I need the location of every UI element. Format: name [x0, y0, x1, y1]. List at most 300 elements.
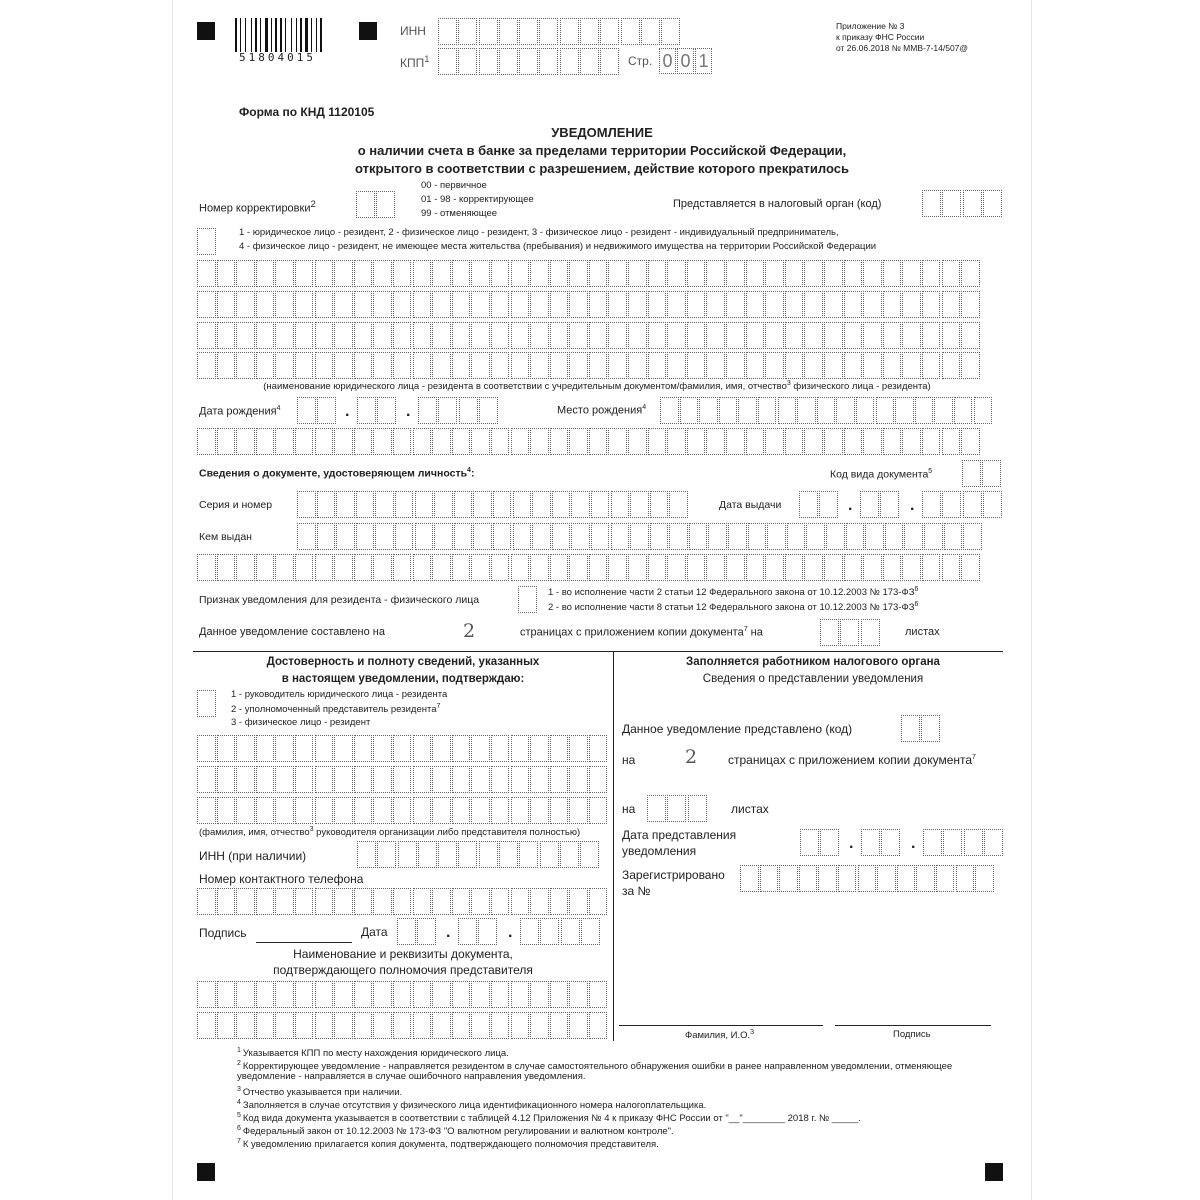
input-cell[interactable] — [236, 981, 255, 1008]
input-cell[interactable] — [915, 397, 934, 424]
input-cell[interactable] — [726, 260, 745, 287]
input-cell[interactable] — [856, 397, 875, 424]
input-cell[interactable] — [236, 888, 255, 915]
input-cell[interactable] — [608, 554, 627, 581]
input-cell[interactable] — [844, 554, 863, 581]
input-cell[interactable] — [256, 291, 275, 318]
input-cell[interactable] — [491, 766, 510, 793]
input-cell[interactable] — [719, 397, 738, 424]
input-cell[interactable] — [334, 735, 353, 762]
input-cell[interactable] — [297, 523, 316, 550]
input-cell[interactable] — [669, 491, 688, 518]
resident-name-row-2[interactable] — [197, 291, 981, 318]
input-cell[interactable] — [530, 797, 549, 824]
input-cell[interactable] — [902, 291, 921, 318]
input-cell[interactable] — [667, 322, 686, 349]
input-cell[interactable] — [650, 523, 669, 550]
input-cell[interactable] — [895, 397, 914, 424]
input-cell[interactable] — [942, 260, 961, 287]
input-cell[interactable] — [432, 1012, 451, 1039]
input-cell[interactable] — [589, 797, 608, 824]
input-cell[interactable] — [275, 766, 294, 793]
input-cell[interactable] — [550, 888, 569, 915]
input-cell[interactable] — [824, 291, 843, 318]
input-cell[interactable] — [824, 554, 843, 581]
input-cell[interactable] — [569, 981, 588, 1008]
input-cell[interactable] — [432, 322, 451, 349]
input-cell[interactable] — [479, 397, 498, 424]
issue-month-input[interactable] — [860, 491, 901, 518]
input-cell[interactable] — [415, 491, 434, 518]
input-cell[interactable] — [630, 491, 649, 518]
input-cell[interactable] — [452, 981, 471, 1008]
input-cell[interactable] — [275, 352, 294, 379]
input-cell[interactable] — [357, 841, 376, 868]
input-cell[interactable] — [256, 352, 275, 379]
input-cell[interactable] — [373, 428, 392, 455]
authority-doc-row-2[interactable] — [197, 1012, 608, 1039]
input-cell[interactable] — [819, 491, 838, 518]
input-cell[interactable] — [432, 291, 451, 318]
input-cell[interactable] — [334, 322, 353, 349]
input-cell[interactable] — [580, 18, 599, 45]
input-cell[interactable] — [904, 523, 923, 550]
input-cell[interactable] — [413, 797, 432, 824]
input-cell[interactable] — [804, 322, 823, 349]
input-cell[interactable] — [256, 981, 275, 1008]
input-cell[interactable] — [569, 428, 588, 455]
input-cell[interactable] — [540, 918, 559, 945]
input-cell[interactable] — [860, 491, 879, 518]
input-cell[interactable] — [315, 735, 334, 762]
input-cell[interactable] — [758, 397, 777, 424]
input-cell[interactable] — [699, 397, 718, 424]
input-cell[interactable] — [471, 260, 490, 287]
input-cell[interactable] — [530, 291, 549, 318]
input-cell[interactable] — [902, 322, 921, 349]
input-cell[interactable] — [511, 291, 530, 318]
input-cell[interactable] — [800, 829, 819, 856]
input-cell[interactable] — [589, 554, 608, 581]
input-cell[interactable] — [660, 397, 679, 424]
input-cell[interactable] — [880, 491, 899, 518]
input-cell[interactable] — [982, 460, 1001, 487]
input-cell[interactable] — [844, 428, 863, 455]
input-cell[interactable] — [580, 48, 599, 75]
input-cell[interactable] — [785, 322, 804, 349]
input-cell[interactable] — [354, 766, 373, 793]
input-cell[interactable] — [630, 523, 649, 550]
input-cell[interactable] — [876, 397, 895, 424]
input-cell[interactable] — [491, 428, 510, 455]
input-cell[interactable] — [552, 491, 571, 518]
input-cell[interactable] — [669, 523, 688, 550]
input-cell[interactable] — [297, 397, 316, 424]
input-cell[interactable] — [922, 491, 941, 518]
input-cell[interactable] — [432, 260, 451, 287]
input-cell[interactable] — [452, 1012, 471, 1039]
input-cell[interactable] — [550, 322, 569, 349]
input-cell[interactable] — [275, 554, 294, 581]
sign-month-input[interactable] — [458, 918, 499, 945]
input-cell[interactable] — [471, 735, 490, 762]
input-cell[interactable] — [499, 48, 518, 75]
input-cell[interactable] — [511, 766, 530, 793]
input-cell[interactable] — [295, 1012, 314, 1039]
input-cell[interactable] — [413, 291, 432, 318]
input-cell[interactable] — [295, 291, 314, 318]
input-cell[interactable] — [197, 352, 216, 379]
input-cell[interactable] — [377, 397, 396, 424]
input-cell[interactable] — [687, 554, 706, 581]
input-cell[interactable] — [336, 523, 355, 550]
input-cell[interactable] — [458, 48, 477, 75]
input-cell[interactable] — [863, 428, 882, 455]
input-cell[interactable] — [824, 428, 843, 455]
input-cell[interactable] — [936, 865, 955, 892]
input-cell[interactable] — [256, 766, 275, 793]
input-cell[interactable] — [560, 18, 579, 45]
input-cell[interactable] — [799, 491, 818, 518]
input-cell[interactable] — [452, 428, 471, 455]
input-cell[interactable] — [540, 841, 559, 868]
input-cell[interactable] — [452, 291, 471, 318]
input-cell[interactable] — [706, 260, 725, 287]
input-cell[interactable] — [648, 322, 667, 349]
input-cell[interactable] — [354, 797, 373, 824]
input-cell[interactable] — [883, 428, 902, 455]
input-cell[interactable] — [217, 981, 236, 1008]
input-cell[interactable] — [726, 428, 745, 455]
input-cell[interactable] — [921, 715, 940, 742]
input-cell[interactable] — [197, 291, 216, 318]
input-cell[interactable] — [726, 352, 745, 379]
input-cell[interactable] — [413, 352, 432, 379]
sign-day-input[interactable] — [397, 918, 438, 945]
input-cell[interactable] — [334, 428, 353, 455]
input-cell[interactable] — [491, 260, 510, 287]
input-cell[interactable] — [471, 766, 490, 793]
inn-input[interactable] — [438, 18, 682, 45]
input-cell[interactable] — [680, 397, 699, 424]
input-cell[interactable] — [373, 352, 392, 379]
input-cell[interactable] — [393, 352, 412, 379]
input-cell[interactable] — [511, 428, 530, 455]
submitted-sheets-input[interactable] — [647, 795, 708, 822]
input-cell[interactable] — [838, 865, 857, 892]
input-cell[interactable] — [962, 460, 981, 487]
signer-fio-row-2[interactable] — [197, 766, 608, 793]
input-cell[interactable] — [295, 322, 314, 349]
input-cell[interactable] — [197, 1012, 216, 1039]
input-cell[interactable] — [530, 766, 549, 793]
input-cell[interactable] — [804, 554, 823, 581]
input-cell[interactable] — [738, 397, 757, 424]
input-cell[interactable] — [458, 841, 477, 868]
input-cell[interactable] — [765, 554, 784, 581]
input-cell[interactable] — [217, 352, 236, 379]
input-cell[interactable] — [963, 190, 982, 217]
input-cell[interactable] — [844, 352, 863, 379]
input-cell[interactable] — [569, 322, 588, 349]
input-cell[interactable] — [297, 491, 316, 518]
resident-type-input[interactable] — [197, 228, 217, 255]
input-cell[interactable] — [354, 1012, 373, 1039]
input-cell[interactable] — [499, 18, 518, 45]
input-cell[interactable] — [438, 18, 457, 45]
input-cell[interactable] — [902, 260, 921, 287]
input-cell[interactable] — [530, 260, 549, 287]
input-cell[interactable] — [883, 554, 902, 581]
input-cell[interactable] — [922, 554, 941, 581]
input-cell[interactable] — [452, 322, 471, 349]
input-cell[interactable] — [706, 322, 725, 349]
input-cell[interactable] — [197, 981, 216, 1008]
input-cell[interactable] — [983, 190, 1002, 217]
input-cell[interactable] — [452, 735, 471, 762]
input-cell[interactable] — [628, 260, 647, 287]
input-cell[interactable] — [354, 981, 373, 1008]
input-cell[interactable] — [413, 322, 432, 349]
input-cell[interactable] — [628, 352, 647, 379]
input-cell[interactable] — [569, 352, 588, 379]
input-cell[interactable] — [334, 291, 353, 318]
input-cell[interactable] — [530, 1012, 549, 1039]
birth-year-input[interactable] — [418, 397, 499, 424]
input-cell[interactable] — [550, 981, 569, 1008]
input-cell[interactable] — [373, 554, 392, 581]
input-cell[interactable] — [648, 291, 667, 318]
input-cell[interactable] — [197, 322, 216, 349]
input-cell[interactable] — [591, 523, 610, 550]
birth-month-input[interactable] — [357, 397, 398, 424]
input-cell[interactable] — [236, 291, 255, 318]
input-cell[interactable] — [393, 554, 412, 581]
input-cell[interactable] — [452, 260, 471, 287]
input-cell[interactable] — [354, 888, 373, 915]
input-cell[interactable] — [236, 260, 255, 287]
input-cell[interactable] — [706, 291, 725, 318]
input-cell[interactable] — [975, 865, 994, 892]
input-cell[interactable] — [438, 48, 457, 75]
input-cell[interactable] — [458, 918, 477, 945]
input-cell[interactable] — [901, 715, 920, 742]
input-cell[interactable] — [687, 291, 706, 318]
input-cell[interactable] — [667, 352, 686, 379]
input-cell[interactable] — [315, 428, 334, 455]
input-cell[interactable] — [942, 291, 961, 318]
input-cell[interactable] — [295, 797, 314, 824]
input-cell[interactable] — [824, 260, 843, 287]
input-cell[interactable] — [373, 981, 392, 1008]
input-cell[interactable] — [256, 735, 275, 762]
input-cell[interactable] — [561, 918, 580, 945]
input-cell[interactable] — [667, 428, 686, 455]
input-cell[interactable] — [491, 888, 510, 915]
input-cell[interactable] — [740, 865, 759, 892]
input-cell[interactable] — [315, 766, 334, 793]
input-cell[interactable] — [539, 48, 558, 75]
input-cell[interactable] — [256, 260, 275, 287]
input-cell[interactable] — [865, 523, 884, 550]
issue-year-input[interactable] — [922, 491, 1003, 518]
input-cell[interactable] — [804, 260, 823, 287]
input-cell[interactable] — [197, 260, 216, 287]
input-cell[interactable] — [621, 18, 640, 45]
input-cell[interactable] — [395, 523, 414, 550]
input-cell[interactable] — [452, 352, 471, 379]
input-cell[interactable] — [413, 1012, 432, 1039]
input-cell[interactable] — [334, 554, 353, 581]
input-cell[interactable] — [550, 291, 569, 318]
input-cell[interactable] — [432, 428, 451, 455]
input-cell[interactable] — [511, 797, 530, 824]
birth-day-input[interactable] — [297, 397, 338, 424]
input-cell[interactable] — [295, 554, 314, 581]
input-cell[interactable] — [589, 888, 608, 915]
input-cell[interactable] — [275, 428, 294, 455]
input-cell[interactable] — [519, 18, 538, 45]
input-cell[interactable] — [471, 428, 490, 455]
input-cell[interactable] — [295, 428, 314, 455]
input-cell[interactable] — [418, 397, 437, 424]
input-cell[interactable] — [922, 352, 941, 379]
correction-number-input[interactable] — [356, 191, 397, 218]
officer-signature-line[interactable] — [835, 1025, 991, 1026]
input-cell[interactable] — [377, 841, 396, 868]
input-cell[interactable] — [983, 491, 1002, 518]
input-cell[interactable] — [589, 735, 608, 762]
input-cell[interactable] — [569, 735, 588, 762]
input-cell[interactable] — [354, 352, 373, 379]
input-cell[interactable] — [963, 491, 982, 518]
input-cell[interactable] — [687, 428, 706, 455]
input-cell[interactable] — [471, 554, 490, 581]
input-cell[interactable] — [746, 428, 765, 455]
input-cell[interactable] — [922, 260, 941, 287]
input-cell[interactable] — [491, 1012, 510, 1039]
input-cell[interactable] — [356, 523, 375, 550]
input-cell[interactable] — [354, 428, 373, 455]
input-cell[interactable] — [471, 291, 490, 318]
input-cell[interactable] — [491, 981, 510, 1008]
input-cell[interactable] — [778, 397, 797, 424]
input-cell[interactable] — [550, 554, 569, 581]
input-cell[interactable] — [600, 48, 619, 75]
sign-year-input[interactable] — [520, 918, 601, 945]
input-cell[interactable] — [628, 322, 647, 349]
input-cell[interactable] — [569, 888, 588, 915]
input-cell[interactable] — [197, 554, 216, 581]
input-cell[interactable] — [571, 491, 590, 518]
input-cell[interactable] — [315, 352, 334, 379]
input-cell[interactable] — [397, 918, 416, 945]
input-cell[interactable] — [954, 397, 973, 424]
input-cell[interactable] — [648, 428, 667, 455]
input-cell[interactable] — [275, 888, 294, 915]
input-cell[interactable] — [511, 322, 530, 349]
input-cell[interactable] — [667, 291, 686, 318]
input-cell[interactable] — [648, 554, 667, 581]
input-cell[interactable] — [491, 352, 510, 379]
input-cell[interactable] — [236, 428, 255, 455]
input-cell[interactable] — [560, 841, 579, 868]
input-cell[interactable] — [787, 523, 806, 550]
input-cell[interactable] — [275, 1012, 294, 1039]
input-cell[interactable] — [817, 397, 836, 424]
input-cell[interactable] — [667, 260, 686, 287]
input-cell[interactable] — [765, 352, 784, 379]
kpp-input[interactable] — [438, 48, 621, 75]
input-cell[interactable] — [256, 888, 275, 915]
input-cell[interactable] — [861, 619, 880, 646]
input-cell[interactable] — [432, 352, 451, 379]
input-cell[interactable] — [667, 554, 686, 581]
input-cell[interactable] — [217, 260, 236, 287]
tax-authority-code-input[interactable] — [922, 190, 1003, 217]
input-cell[interactable] — [393, 1012, 412, 1039]
submission-month-input[interactable] — [861, 829, 902, 856]
input-cell[interactable] — [863, 352, 882, 379]
input-cell[interactable] — [550, 766, 569, 793]
input-cell[interactable] — [746, 260, 765, 287]
input-cell[interactable] — [844, 291, 863, 318]
input-cell[interactable] — [942, 491, 961, 518]
input-cell[interactable] — [236, 554, 255, 581]
submitted-code-input[interactable] — [901, 715, 942, 742]
input-cell[interactable] — [726, 322, 745, 349]
input-cell[interactable] — [589, 260, 608, 287]
input-cell[interactable] — [974, 397, 993, 424]
input-cell[interactable] — [641, 18, 660, 45]
input-cell[interactable] — [746, 322, 765, 349]
input-cell[interactable] — [275, 291, 294, 318]
input-cell[interactable] — [459, 397, 478, 424]
input-cell[interactable] — [197, 766, 216, 793]
input-cell[interactable] — [413, 888, 432, 915]
input-cell[interactable] — [611, 491, 630, 518]
input-cell[interactable] — [519, 841, 538, 868]
input-cell[interactable] — [550, 260, 569, 287]
input-cell[interactable] — [530, 352, 549, 379]
input-cell[interactable] — [942, 428, 961, 455]
input-cell[interactable] — [961, 428, 980, 455]
input-cell[interactable] — [824, 322, 843, 349]
input-cell[interactable] — [197, 735, 216, 762]
resident-name-row-3[interactable] — [197, 322, 981, 349]
input-cell[interactable] — [708, 523, 727, 550]
resident-name-row-4[interactable] — [197, 352, 981, 379]
input-cell[interactable] — [846, 523, 865, 550]
input-cell[interactable] — [513, 491, 532, 518]
input-cell[interactable] — [648, 260, 667, 287]
input-cell[interactable] — [964, 829, 983, 856]
input-cell[interactable] — [236, 766, 255, 793]
input-cell[interactable] — [334, 981, 353, 1008]
input-cell[interactable] — [944, 523, 963, 550]
input-cell[interactable] — [863, 291, 882, 318]
input-cell[interactable] — [217, 735, 236, 762]
input-cell[interactable] — [295, 352, 314, 379]
input-cell[interactable] — [471, 322, 490, 349]
issued-by-row-1[interactable] — [297, 523, 983, 550]
input-cell[interactable] — [491, 291, 510, 318]
input-cell[interactable] — [804, 352, 823, 379]
input-cell[interactable] — [354, 735, 373, 762]
input-cell[interactable] — [393, 888, 412, 915]
input-cell[interactable] — [861, 829, 880, 856]
input-cell[interactable] — [760, 865, 779, 892]
